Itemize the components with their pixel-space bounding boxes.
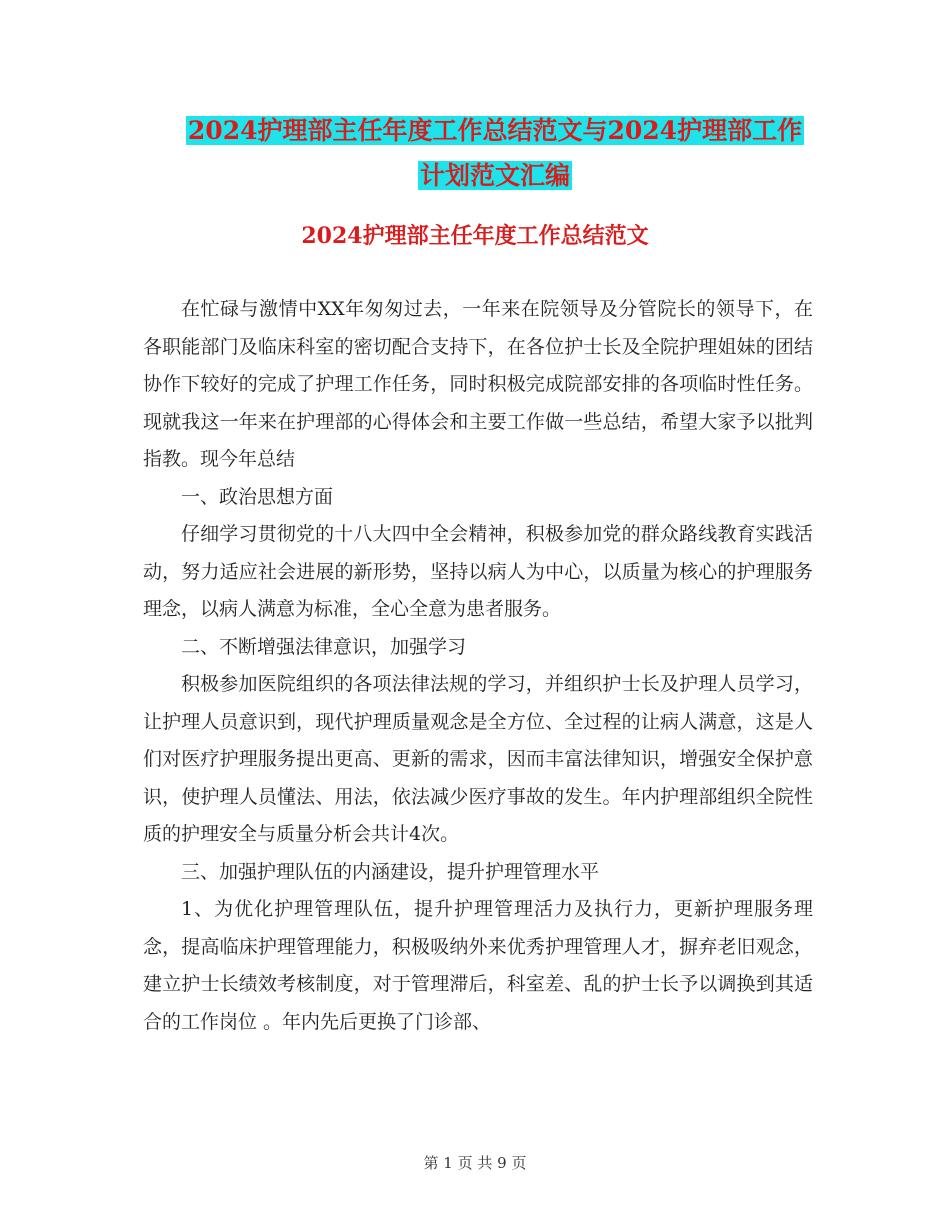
paragraph-team: 1、为优化护理管理队伍，提升护理管理活力及执行力，更新护理服务理念，提高临床护理管理能力，积极吸纳外来优秀护理管理人才，摒弃老旧观念，建立护士长绩效考核制度，对于管理滞后，科室差、乱的护士长予以调换到其适合的工作岗位 。年内先后更换了门诊部、 [143,898,813,1033]
paragraph-intro: 在忙碌与激情中XX年匆匆过去，一年来在院领导及分管院长的领导下，在各职能部门及临床科室的密切配合支持下，在各位护士长及全院护理姐妹的团结协作下较好的完成了护理工作任务，同时积极完成院部安排的各项临时性任务。现就我这一年来在护理部的心得体会和主要工作做一些总结，希望大家予以批判指教。现今年总结 [143,298,813,470]
document-title-line-1 [140,108,850,153]
page-number-footer: 第 1 页 共 9 页 [423,1154,527,1172]
paragraph-legal: 积极参加医院组织的各项法律法规的学习，并组织护士长及护理人员学习，让护理人员意识到，现代护理质量观念是全方位、全过程的让病人满意，这是人们对医疗护理服务提出更高、更新的需求，因而丰富法律知识，增强安全保护意识，使护理人员懂法、用法，依法减少医疗事故的发生。年内护理部组织全院性质的护理安全与质量分析会共计4次。 [143,673,813,845]
heading-political: 一、政治思想方面 [181,485,334,508]
document-title-line-2 [140,153,850,198]
title-highlight-1: 2024护理部主任年度工作总结范文与2024护理部工作 [187,116,803,145]
heading-team: 三、加强护理队伍的内涵建设，提升护理管理水平 [181,860,600,883]
title-highlight-2: 计划范文汇编 [419,161,570,190]
paragraph-political: 仔细学习贯彻党的十八大四中全会精神，积极参加党的群众路线教育实践活动，努力适应社会进展的新形势，坚持以病人为中心，以质量为核心的护理服务理念，以病人满意为标准，全心全意为患者服务。 [143,523,813,620]
document-body [143,291,813,1041]
section-title: 2024护理部主任年度工作总结范文 [301,223,649,249]
heading-legal: 二、不断增强法律意识，加强学习 [181,635,467,658]
